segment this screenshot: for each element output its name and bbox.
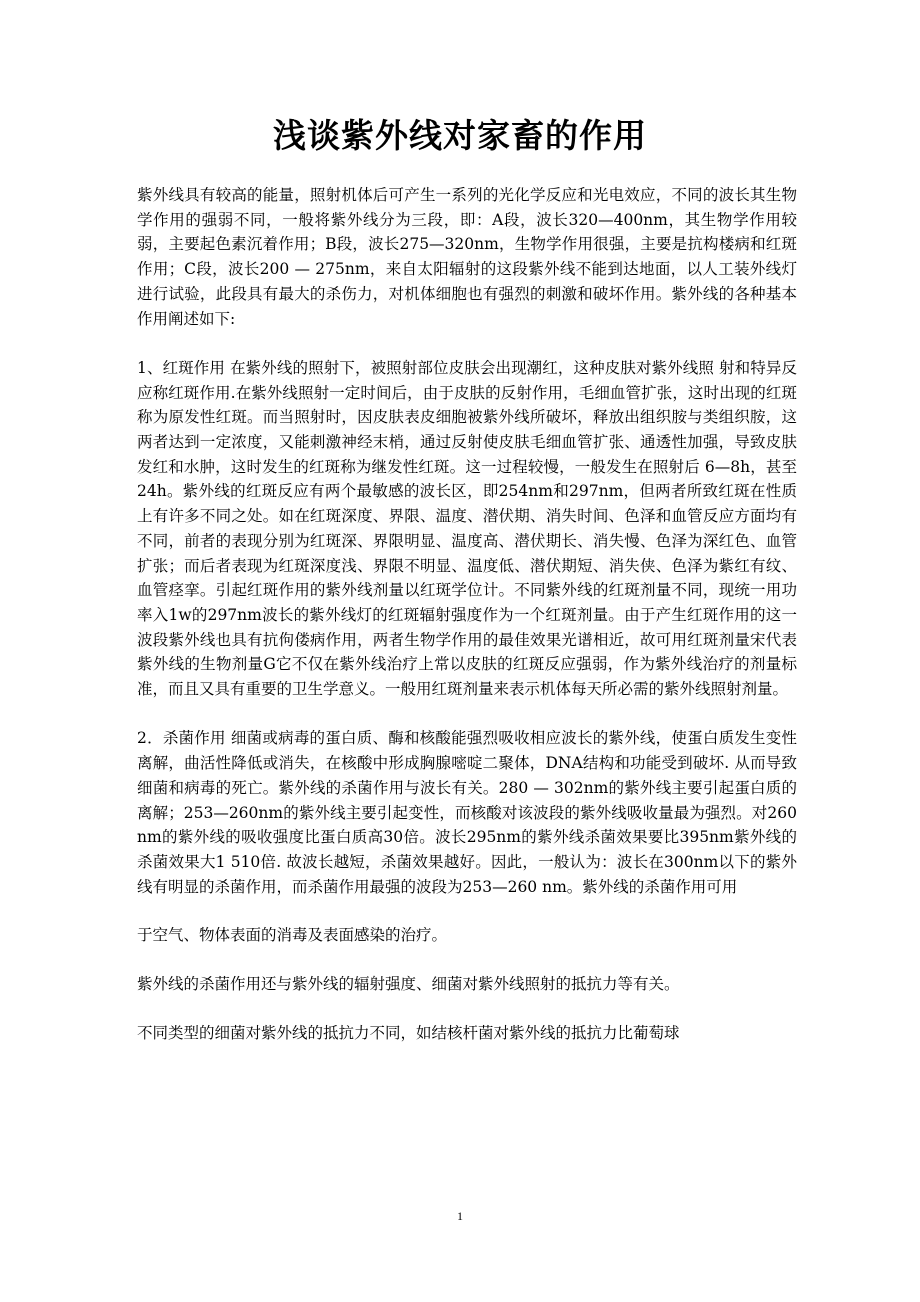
paragraph-gap [137, 331, 797, 356]
paragraph-gap [137, 702, 797, 727]
page-number: 1 [457, 1209, 463, 1223]
bacteria-resistance-paragraph: 不同类型的细菌对紫外线的抵抗力不同，如结核杆菌对紫外线的抵抗力比葡萄球 [137, 1023, 680, 1042]
document-body [137, 183, 797, 1045]
document-title: 浅谈紫外线对家畜的作用 [273, 116, 647, 155]
disinfection-usage-paragraph: 于空气、物体表面的消毒及表面感染的治疗。 [137, 926, 448, 945]
intro-paragraph: 紫外线具有较高的能量，照射机体后可产生一系列的光化学反应和光电效应，不同的波长其生物学作用的强弱不同，一般将紫外线分为三段，即：A段，波长320—400nm，其生物学作用较弱，主要起色素沉着作用；B段，波长275—320nm，生物学作用很强，主要是抗构楼病和红斑作用；C段，波长200 — 275nm，来自太阳辐射的这段紫外线不能到达地面，以人工装外线灯进行试验，此段具有最大的杀伤力，对机体细胞也有强烈的刺激和破坏作用。紫外线的各种基本作用阐述如下: [137, 186, 797, 328]
erythema-effect-paragraph: 1、红斑作用 在紫外线的照射下，被照射部位皮肤会出现潮红，这种皮肤对紫外线照 射和特异反应称红斑作用.在紫外线照射一定时间后，由于皮肤的反射作用，毛细血管扩张，这时出现的红斑称为原发性红斑。而当照射时，因皮肤表皮细胞被紫外线所破坏，释放出组织胺与类组织胺，这两者达到一定浓度，又能刺激神经末梢，通过反射使皮肤毛细血管扩张、通透性加强，导致皮肤发红和水肿，这时发生的红斑称为继发性红斑。这一过程较慢，一般发生在照射后 6—8h，甚至24h。紫外线的红斑反应有两个最敏感的波长区，即254nm和297nm，但两者所致红斑在性质上有许多不同之处。如在红斑深度、界限、温度、潜伏期、消失时间、色泽和血管反应方面均有不同，前者的表现分别为红斑深、界限明显、温度高、潜伏期长、消失慢、色泽为深红色、血管扩张；而后者表现为红斑深度浅、界限不明显、温度低、潜伏期短、消失侠、色泽为紫红有纹、血管痉挛。引起红斑作用的紫外线剂量以红斑学位计。不同紫外线的红斑剂量不同，现统一用功率入1w的297nm波长的紫外线灯的红斑辐射强度作为一个红斑剂量。由于产生红斑作用的这一波段紫外线也具有抗佝偻病作用，两者生物学作用的最佳效果光谱相近，故可用红斑剂量宋代表紫外线的生物剂量G它不仅在紫外线治疗上常以皮肤的红斑反应强弱，作为紫外线治疗的剂量标准，而且又具有重要的卫生学意义。一般用红斑剂量来表示机体每天所必需的紫外线照射剂量。 [137, 358, 797, 699]
paragraph-gap [137, 899, 797, 923]
radiation-intensity-paragraph: 紫外线的杀菌作用还与紫外线的辐射强度、细菌对紫外线照射的抵抗力等有关。 [137, 975, 680, 994]
paragraph-gap [137, 948, 797, 972]
bactericidal-effect-paragraph: 2．杀菌作用 细菌或病毒的蛋白质、酶和核酸能强烈吸收相应波长的紫外线，使蛋白质发生变性离解，曲活性降低或消失，在核酸中形成胸腺嘧啶二聚体，DNA结构和功能受到破坏. 从而导致细菌和病毒的死亡。紫外线的杀菌作用与波长有关。280 — 302nm的紫外线主要引起蛋白质的离解；253—260nm的紫外线主要引起变性，而核酸对该波段的紫外线吸收量最为强烈。对260nm的紫外线的吸收强度比蛋白质高30倍。波长295nm的紫外线杀菌效果要比395nm紫外线的杀菌效果大1 510倍. 故波长越短，杀菌效果越好。因此，一般认为：波长在300nm以下的紫外线有明显的杀菌作用，而杀菌作用最强的波段为253—260 nm。紫外线的杀菌作用可用 [137, 729, 797, 896]
paragraph-gap [137, 997, 797, 1021]
